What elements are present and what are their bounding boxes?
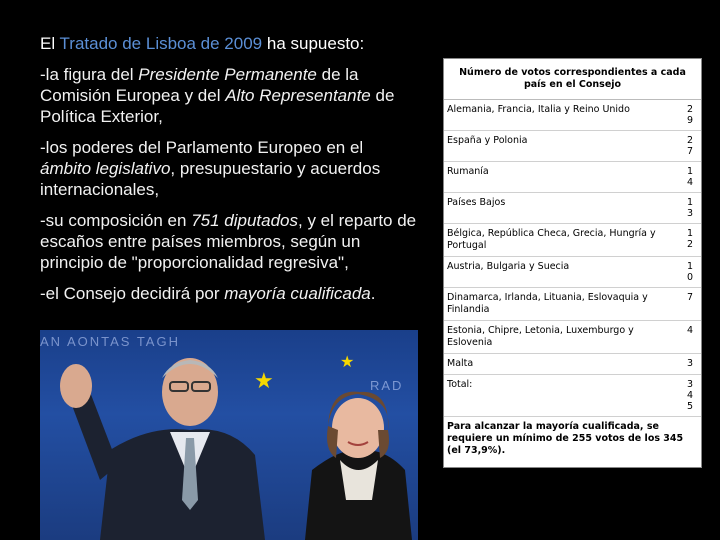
bullet-text: -el Consejo decidirá por (40, 284, 225, 303)
bullet-text: . (370, 284, 376, 303)
votes-cell: 1 3 (686, 197, 694, 219)
countries-cell: Estonia, Chipre, Letonia, Luxemburgo y Eslovenia (447, 325, 634, 348)
heading-suffix: ha supuesto: (262, 34, 365, 53)
total-votes-cell: 3 4 5 (686, 379, 694, 412)
table-row (444, 224, 701, 257)
table-row (444, 257, 701, 288)
bullet-text: -su composición en (40, 211, 192, 230)
table-row (444, 131, 701, 162)
votes-cell: 1 4 (686, 166, 694, 188)
table-row-total (444, 375, 701, 417)
bullet-emphasis: Alto Representante (225, 86, 371, 105)
votes-cell: 4 (686, 325, 694, 336)
press-photo (40, 330, 418, 540)
bullet-text: de la Comisión Europea y del (40, 65, 359, 105)
table-row (444, 321, 701, 354)
bullet-text: -la figura del (40, 65, 139, 84)
bullet-list (40, 64, 418, 314)
countries-cell: Malta (447, 358, 474, 369)
photo-banner-text-right: RAD (370, 378, 404, 393)
bullet-item (40, 64, 418, 127)
bullet-emphasis: mayoría cualificada (224, 284, 371, 303)
table-row (444, 193, 701, 224)
votes-cell: 1 2 (686, 228, 694, 250)
countries-cell: España y Polonia (447, 135, 528, 146)
eu-star-icon: ★ (340, 354, 355, 371)
bullet-emphasis: 751 diputados (191, 211, 299, 230)
council-votes-table (443, 58, 702, 468)
bullet-text: -los poderes del Parlamento Europeo en el (40, 138, 364, 157)
countries-cell: Rumanía (447, 166, 489, 177)
table-row (444, 100, 701, 131)
bullet-item (40, 137, 418, 200)
man-figure (60, 358, 265, 540)
countries-cell: Países Bajos (447, 197, 506, 208)
table-row (444, 288, 701, 321)
votes-cell: 2 7 (686, 135, 694, 157)
votes-cell: 2 9 (686, 104, 694, 126)
table-row (444, 162, 701, 193)
votes-cell: 3 (686, 358, 694, 369)
table-row (444, 354, 701, 375)
bullet-text: , presupuestario y acuerdos internacionales, (40, 159, 381, 199)
bullet-emphasis: Presidente Permanente (138, 65, 317, 84)
countries-cell: Austria, Bulgaria y Suecia (447, 261, 570, 272)
heading-prefix: El (40, 34, 60, 53)
page-heading (40, 34, 364, 54)
bullet-item (40, 283, 418, 304)
eu-star-icon: ★ (254, 368, 274, 393)
woman-figure (305, 392, 412, 540)
votes-cell: 7 (686, 292, 694, 303)
votes-cell: 1 0 (686, 261, 694, 283)
bullet-item (40, 210, 418, 273)
table-header: Número de votos correspondientes a cada país en el Consejo (444, 59, 701, 100)
countries-cell: Alemania, Francia, Italia y Reino Unido (447, 104, 630, 115)
countries-cell: Bélgica, República Checa, Grecia, Hungría y Portugal (447, 228, 656, 251)
bullet-text: de Política Exterior, (40, 86, 395, 126)
majority-note: Para alcanzar la mayoría cualificada, se requiere un mínimo de 255 votos de los 345 (el 73,9%). (447, 421, 684, 456)
treaty-link[interactable]: Tratado de Lisboa de 2009 (59, 34, 263, 53)
total-label-cell: Total: (447, 379, 473, 390)
photo-banner-text: AN AONTAS TAGH (40, 334, 180, 349)
bullet-text: , y el reparto de escaños entre países miembros, según un principio de "proporcionalidad regresiva", (40, 211, 417, 272)
photo-people-illustration (40, 330, 418, 540)
countries-cell: Dinamarca, Irlanda, Lituania, Eslovaquia y Finlandia (447, 292, 648, 315)
bullet-emphasis: ámbito legislativo (40, 159, 171, 178)
